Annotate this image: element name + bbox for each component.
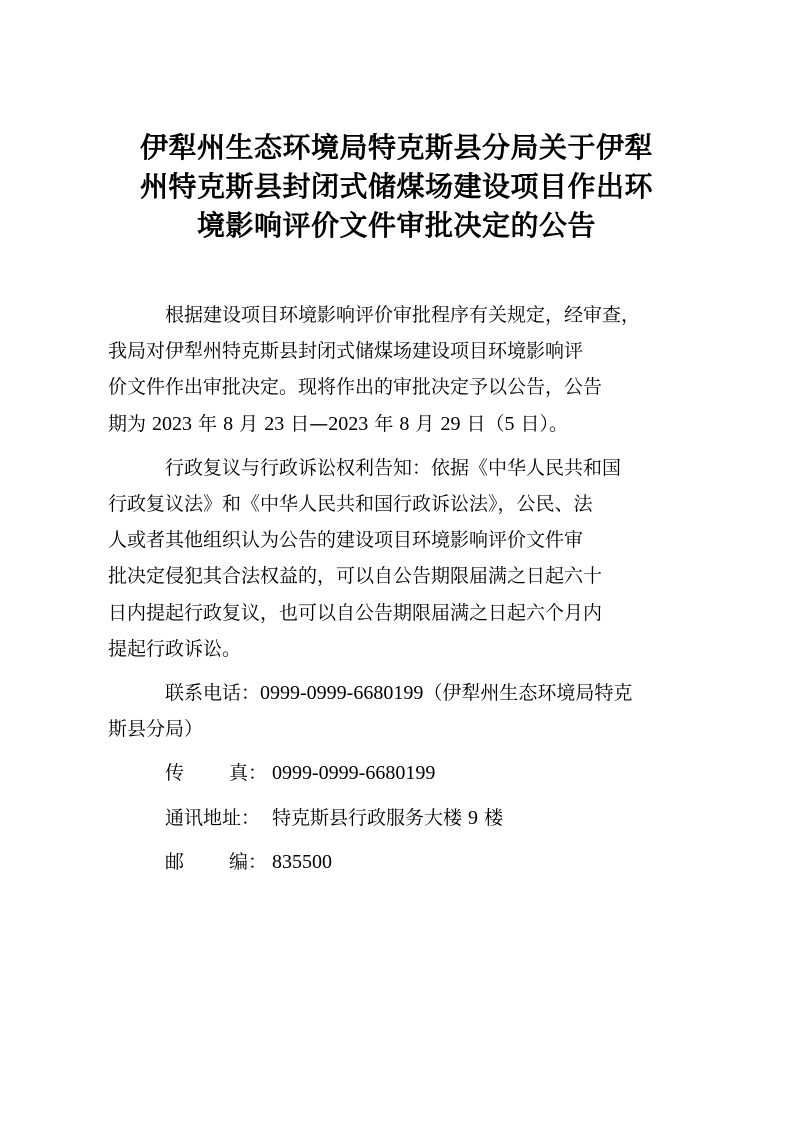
address-label: 通讯地址： xyxy=(165,806,261,829)
period-start-day: 23 xyxy=(264,412,285,435)
address-floor-number: 9 xyxy=(468,806,479,829)
paragraph1-line-4 xyxy=(108,406,686,442)
address-row xyxy=(108,800,686,836)
paragraph2-line-6: 提起行政诉讼。 xyxy=(108,637,242,660)
postcode-value: 835500 xyxy=(272,850,332,873)
period-month-unit: 月 xyxy=(233,412,265,435)
paragraph2-line-1: 行政复议与行政诉讼权利告知：依据《中华人民共和国 xyxy=(165,456,622,479)
paragraph-review-decision xyxy=(108,297,686,442)
contact-phone-line-1 xyxy=(108,675,686,711)
period-day-close: 日）。 xyxy=(514,412,569,435)
paragraph1-line-2: 我局对伊犁州特克斯县封闭式储煤场建设项目环境影响评 xyxy=(108,340,584,363)
address-floor-unit: 楼 xyxy=(478,806,504,829)
paragraph2-line-5: 日内提起行政复议，也可以自公告期限届满之日起六个月内 xyxy=(108,601,603,624)
postcode-label xyxy=(165,844,272,880)
phone-label: 联系电话： xyxy=(165,682,261,705)
paragraph2-line-2: 行政复议法》和《中华人民共和国行政诉讼法》，公民、法 xyxy=(108,493,593,516)
title-line-2: 州特克斯县封闭式储煤场建设项目作出环 xyxy=(139,170,653,203)
contact-postcode xyxy=(108,844,686,880)
paragraph2-line-3: 人或者其他组织认为公告的建设项目环境影响评价文件审 xyxy=(108,529,584,552)
contact-fax xyxy=(108,755,686,791)
period-year-unit: 年 xyxy=(192,412,224,435)
address-value: 特克斯县行政服务大楼 xyxy=(272,806,469,829)
paragraph1-line-1: 根据建设项目环境影响评价审批程序有关规定，经审查， xyxy=(165,304,641,326)
period-end-year: 2023 xyxy=(328,412,369,435)
period-end-month: 8 xyxy=(399,412,410,435)
period-start-month: 8 xyxy=(223,412,234,435)
phone-note: （伊犁州生态环境局特克 xyxy=(423,682,633,705)
fax-label-char-1: 传 xyxy=(165,762,185,785)
paragraph-rights-notice xyxy=(108,450,686,667)
title-line-3: 境影响评价文件审批决定的公告 xyxy=(196,209,596,242)
paragraph1-line-3: 价文件作出审批决定。现将作出的审批决定予以公告，公告 xyxy=(108,376,603,399)
fax-label xyxy=(165,755,272,791)
period-year-unit-2: 年 xyxy=(368,412,400,435)
phone-value: 0999-0999-6680199 xyxy=(260,682,424,705)
paragraph2-line-4: 批决定侵犯其合法权益的，可以自公告期限届满之日起六十 xyxy=(108,565,603,588)
announcement-title xyxy=(100,128,693,245)
period-end-day: 29 xyxy=(440,412,461,435)
period-day-open: 日（ xyxy=(460,412,505,435)
fax-value: 0999-0999-6680199 xyxy=(272,762,436,785)
postcode-row xyxy=(108,844,686,880)
title-line-1: 伊犁州生态环境局特克斯县分局关于伊犁 xyxy=(139,131,653,164)
postcode-label-char-1: 邮 xyxy=(165,850,185,873)
contact-phone-line-2: 斯县分局） xyxy=(108,718,204,741)
announcement-body xyxy=(108,297,686,888)
period-dash: 日— xyxy=(284,412,329,435)
contact-phone xyxy=(108,675,686,747)
period-duration: 5 xyxy=(504,412,515,435)
period-start-year: 2023 xyxy=(152,412,193,435)
fax-label-char-2: 真： xyxy=(229,762,268,785)
period-month-unit-2: 月 xyxy=(409,412,441,435)
contact-address xyxy=(108,800,686,836)
fax-row xyxy=(108,755,686,791)
postcode-label-char-2: 编： xyxy=(229,850,268,873)
period-prefix: 期为 xyxy=(108,412,153,435)
